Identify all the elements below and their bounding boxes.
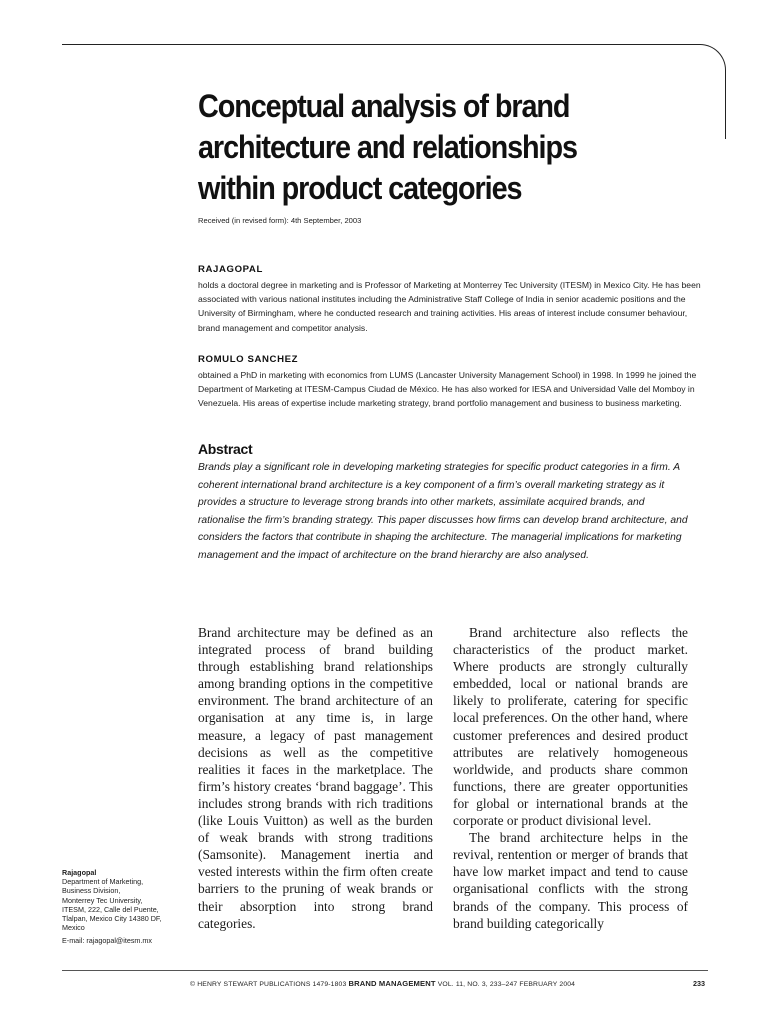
affiliation-line: Department of Marketing, bbox=[62, 877, 144, 887]
affiliation-line: Business Division, bbox=[62, 886, 121, 896]
author-name-sanchez: ROMULO SANCHEZ bbox=[198, 354, 299, 365]
affiliation-line: ITESM, 222, Calle del Puente, bbox=[62, 904, 159, 914]
author-name-rajagopal: RAJAGOPAL bbox=[198, 264, 263, 275]
affiliation-line: Mexico bbox=[62, 923, 85, 933]
body-column-left bbox=[198, 624, 433, 932]
article-title: Conceptual analysis of brand architecture and relationships within product categories bbox=[198, 88, 577, 206]
footer-issue: VOL. 11, NO. 3, 233–247 FEBRUARY 2004 bbox=[437, 981, 576, 988]
author-bio-sanchez: obtained a PhD in marketing with economics from LUMS (Lancaster University Management School) in 1998. In 1999 he joined the Department of Marketing at ITESM-Campus Ciudad de México. He has also worked for IESA and Universidad Valle del Momboy in Venezuela. His areas of expertise include marketing strategy, brand portfolio management and business to business marketing. bbox=[198, 370, 697, 409]
body-paragraph: Brand architecture may be defined as an integrated process of brand building through establishing brand relationships among branding options in the competitive environment. The brand architecture of an organisation at any time is, in large measure, a legacy of past management decisions as well as the competitive realities it faces in the marketplace. The firm’s history creates ‘brand baggage’. This includes strong brands with rich traditions (like Louis Vuitton) as well as the burden of weak brands with strong traditions (Samsonite). Management inertia and vested interests within the firm often create barriers to the pruning of weak brands or their absorption into strong brand categories. bbox=[198, 625, 433, 931]
affiliation-email: E-mail: rajagopal@itesm.mx bbox=[62, 936, 152, 946]
footer-journal: BRAND MANAGEMENT bbox=[348, 979, 436, 988]
affiliation-line: Tlalpan, Mexico City 14380 DF, bbox=[62, 914, 162, 924]
body-paragraph: Brand architecture also reflects the characteristics of the product market. Where products are strongly culturally embedded, local or national brands are likely to proliferate, catering for specific local preferences. On the other hand, where customer preferences and desired product attributes are relatively homogeneous worldwide, and products share common functions, there are greater opportunities for global or international brands at the corporate or product divisional level. bbox=[453, 625, 688, 829]
footer-divider bbox=[62, 970, 708, 971]
page-number: 233 bbox=[693, 979, 705, 988]
body-column-right bbox=[453, 624, 688, 932]
abstract-text: Brands play a significant role in developing marketing strategies for specific product categories in a firm. A coherent international brand architecture is a key component of a firm’s overall marketing strategy as it provides a structure to leverage strong brands into other markets, assimilate acquired brands, and rationalise the firm’s branding strategy. This paper discusses how firms can develop brand architecture, and considers the factors that contribute in shaping the architecture. The managerial implications for marketing management and the impact of architecture on the brand hierarchy are also analysed. bbox=[198, 462, 688, 561]
affiliation-name: Rajagopal bbox=[62, 868, 97, 877]
footer-publisher: © HENRY STEWART PUBLICATIONS 1479-1803 bbox=[190, 981, 347, 988]
body-paragraph: The brand architecture helps in the revival, rentention or merger of brands that have low market impact and tend to cause organisational conflicts with the strong brands of the company. This process of brand building categorically bbox=[453, 830, 688, 931]
abstract-heading: Abstract bbox=[198, 441, 253, 457]
author-affiliation bbox=[62, 868, 192, 946]
received-date: Received (in revised form): 4th September, 2003 bbox=[198, 216, 362, 225]
affiliation-line: Monterrey Tec University, bbox=[62, 895, 143, 905]
author-bio-rajagopal: holds a doctoral degree in marketing and is Professor of Marketing at Monterrey Tec University (ITESM) in Mexico City. He has been associated with various national institutes including the Administrative Staff College of India in senior academic positions and the University of Birmingham, where he conducted research and training activities. His areas of interest include consumer behaviour, brand management and competitor analysis. bbox=[198, 280, 701, 333]
page-footer bbox=[190, 979, 575, 988]
